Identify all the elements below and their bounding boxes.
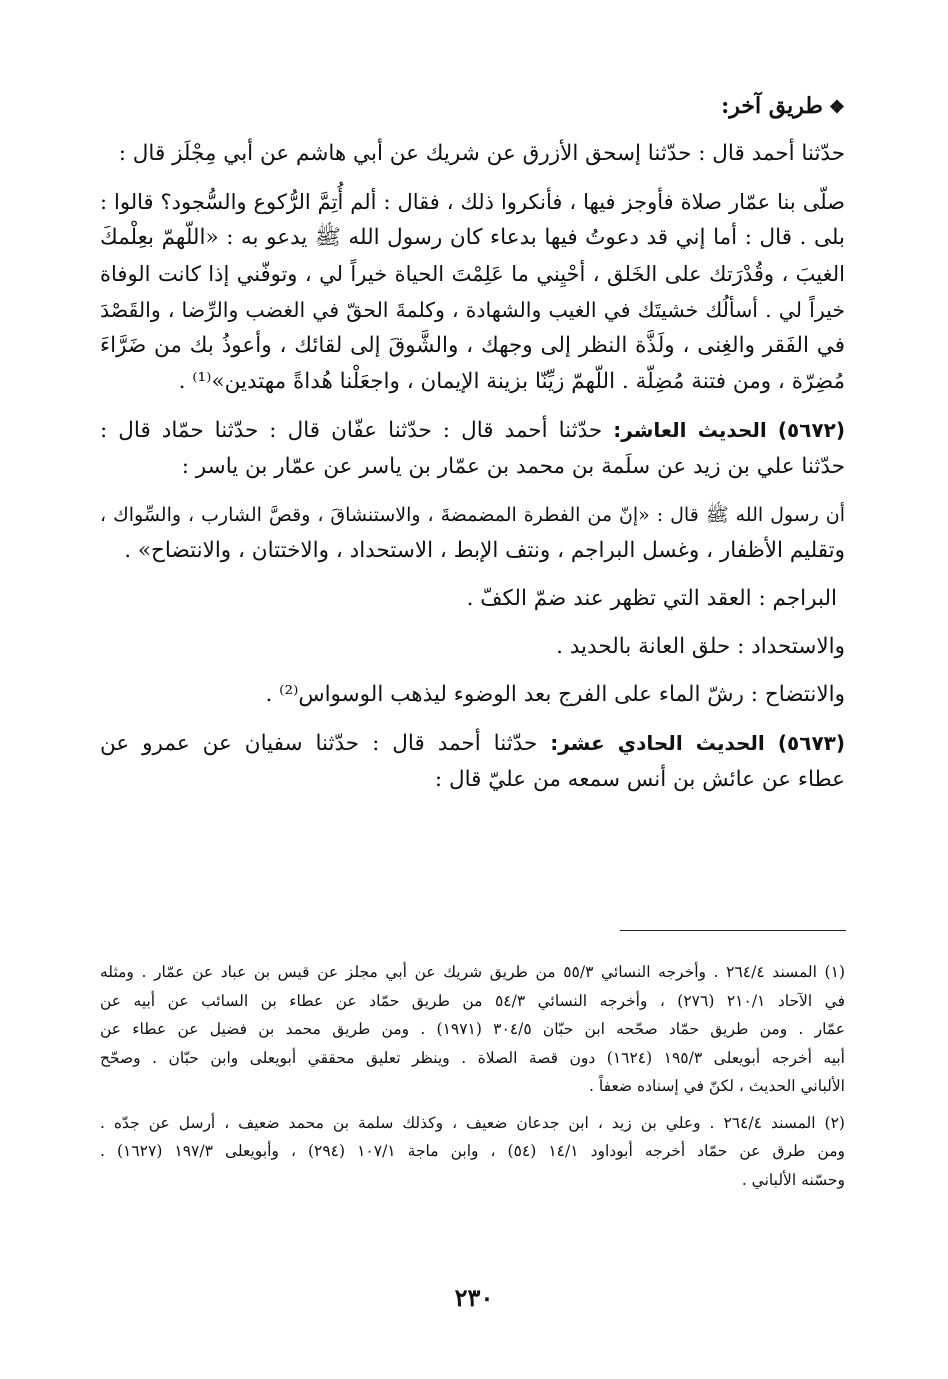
footnote-2 [100, 1109, 845, 1195]
text-line: الغيبَ ، وقُدْرَتك على الخَلق ، أحْيِني ما عَلِمْتَ الحياة خيراً لي ، وتوفّني إذا كانت الوفاة [100, 262, 845, 286]
hadith-11-header [100, 725, 845, 762]
page-number: ٢٣٠ [454, 1283, 494, 1312]
footnote-line: وحسّنه الألباني . [741, 1170, 845, 1189]
hadith-10-number: (٥٦٧٢) الحديث العاشر: [613, 418, 846, 442]
diamond-bullet-icon: ❖ [828, 97, 845, 118]
gloss-istihdad: والاستحداد : حلق العانة بالحديد . [556, 634, 845, 659]
footnote-separator [620, 930, 846, 931]
hadith-10-header [100, 412, 845, 449]
gloss-intidah: والانتضاح : رشّ الماء على الفرج بعد الوضوء ليذهب الوسواس⁽²⁾ . [265, 682, 845, 707]
text-line: في الفَقر والغِنى ، ولَذَّة النظر إلى وجهك ، والشَّوقَ إلى لقائك ، وأعوذُ بك من ضَرَّاءَ [100, 333, 845, 358]
footnote-line: أبيه أخرجه أبويعلى ١٩٥/٣ (١٦٢٤) دون قصة الصلاة . وينظر تعليق محققي أبويعلى وابن حبّان . وصحّح [100, 1048, 845, 1067]
footnote-line: الألباني الحديث ، لكنّ في إسناده ضعفاً . [589, 1077, 845, 1095]
section-heading-text: طريق آخر: [721, 93, 823, 119]
text-line: مُضِرّة ، ومن فتنة مُضِلّة . اللّهمّ زيِّنّا بزينة الإيمان ، واجعَلْنا هُداةً مهتدين»⁽¹⁾ . [178, 369, 845, 394]
footnote-line: في الآحاد ٢١٠/١ (٢٧٦) ، وأخرجه النسائي ٥٤/٣ من طريق حمّاد عن عطاء بن السائب عن أبيه عن [100, 991, 845, 1010]
section-heading [100, 88, 845, 126]
footnotes [100, 958, 845, 1194]
footnote-line: (٢) المسند ٢٦٤/٤ . وعلي بن زيد ، ابن جدعان ضعيف ، وكذلك سلمة بن محمد ضعيف ، أرسل عن جدّه . [100, 1113, 845, 1132]
text-line: صلّى بنا عمّار صلاة فأوجز فيها ، فأنكروا ذلك ، فقال : ألم أُتِمَّ الرُّكوع والسُّجود؟ قالوا : [100, 190, 845, 214]
text-line: بلى . قال : أما إني قد دعوتُ فيها بدعاء كان رسول الله ﷺ يدعو به : «اللّهمّ بعِلْمكَ [100, 225, 845, 250]
hadith-10-matn [100, 497, 845, 569]
hadith-9-matn [100, 184, 845, 400]
text-line: أن رسول الله ﷺ قال : «إنّ من الفطرة المضمضةَ ، والاستنشاقَ ، وقصَّ الشارب ، والسِّواك ، [100, 504, 845, 526]
footnote-1 [100, 958, 845, 1101]
hadith-9-isnad: حدّثنا أحمد قال : حدّثنا إسحق الأزرق عن شريك عن أبي هاشم عن أبي مِجْلَز قال : [118, 141, 845, 166]
hadith-11-isnad: عطاء عن عائش بن أنس سمعه من عليّ قال : [434, 767, 845, 792]
text-line: وتقليم الأظفار ، وغسل البراجم ، ونتف الإبط ، الاستحداد ، والاختتان ، والانتضاح» . [124, 538, 845, 563]
footnote-line: عمّار . ومن طريق حمّاد صحّحه ابن حبّان ٣٠٤/٥ (١٩٧١) . ومن طريق محمد بن فضيل عن عطاء عن [100, 1020, 845, 1038]
footnote-line: ومن طرق عن حمّاد أخرجه أبوداود ١٤/١ (٥٤) ، وابن ماجة ١٠٧/١ (٢٩٤) ، وأبويعلى ١٩٧/٣ (١٦٢٧) . [100, 1142, 845, 1160]
footnote-line: (١) المسند ٢٦٤/٤ . وأخرجه النسائي ٥٥/٣ من طريق شريك عن أبي مجلز عن قيس بن عباد عن عمّار . ومثله [100, 963, 845, 981]
gloss-barajim: البراجم : العقد التي تظهر عند ضمّ الكفّ . [466, 586, 837, 611]
hadith-11-number: (٥٦٧٣) الحديث الحادي عشر: [550, 731, 845, 755]
text-line: خيراً لي . أسألُك خشيتَك في الغيب والشهادة ، وكلمةَ الحقّ في الغضب والرِّضا ، والقَصْدَ [100, 298, 845, 322]
hadith-10-isnad-start: حدّثنا أحمد قال : حدّثنا عفّان قال : حدّثنا حمّاد قال : [100, 418, 603, 443]
main-text [100, 88, 845, 798]
hadith-11-isnad-start: حدّثنا أحمد قال : حدّثنا سفيان عن عمرو عن [100, 731, 538, 756]
hadith-10-isnad: حدّثنا علي بن زيد عن سلَمة بن محمد بن عمّار بن ياسر عن عمّار بن ياسر : [181, 454, 845, 479]
